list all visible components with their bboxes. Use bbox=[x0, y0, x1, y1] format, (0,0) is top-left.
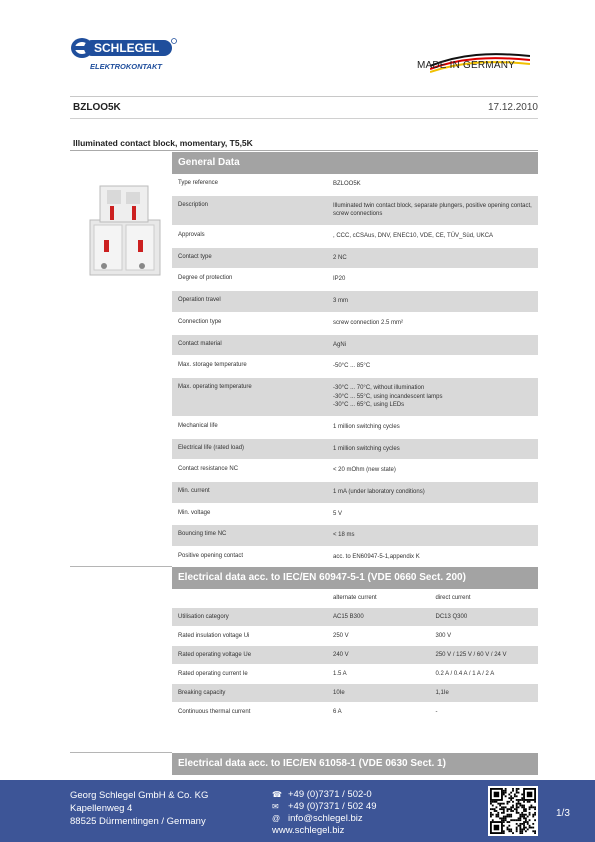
ac-value: 1.5 A bbox=[333, 671, 347, 677]
website-link[interactable]: www.schlegel.biz bbox=[272, 825, 345, 836]
row-value: 1 million switching cycles bbox=[333, 423, 400, 430]
row-label: Connection type bbox=[178, 318, 222, 325]
row-value: BZLOO5K bbox=[333, 181, 361, 187]
ac-value: 6 A bbox=[333, 709, 342, 715]
row-label: Approvals bbox=[178, 232, 205, 239]
table-row bbox=[172, 313, 538, 335]
table-row bbox=[172, 378, 538, 417]
table-row bbox=[172, 608, 538, 627]
table-row bbox=[172, 525, 538, 547]
row-label: Degree of protection bbox=[178, 275, 233, 282]
row-value: 1 mA (under laboratory conditions) bbox=[333, 489, 425, 495]
table-row bbox=[172, 665, 538, 684]
qr-code[interactable] bbox=[488, 786, 538, 836]
general-data-table bbox=[172, 152, 538, 569]
electrical-data-2-header: Electrical data acc. to IEC/EN 61058-1 (VDE 0630 Sect. 1) bbox=[172, 753, 538, 775]
row-value: screw connection 2.5 mm² bbox=[333, 319, 404, 326]
row-label: Utilisation category bbox=[178, 614, 229, 620]
row-label: Rated insulation voltage Ui bbox=[178, 633, 250, 639]
table-row bbox=[172, 291, 538, 313]
schlegel-logo bbox=[70, 36, 180, 72]
svg-text:ELEKTROKONTAKT: ELEKTROKONTAKT bbox=[90, 62, 162, 71]
row-label: Continuous thermal current bbox=[178, 709, 251, 715]
fax: +49 (0)7371 / 502 49 bbox=[288, 801, 377, 812]
ac-value: AC15 B300 bbox=[333, 614, 364, 620]
row-label: Operation travel bbox=[178, 297, 221, 304]
table-row bbox=[172, 504, 538, 526]
row-label: Contact type bbox=[178, 253, 212, 260]
row-value: 5 V bbox=[333, 510, 343, 517]
row-value-line: -30°C ... 65°C, using LEDs bbox=[333, 402, 405, 409]
table-row bbox=[172, 439, 538, 461]
ac-value: 10Ie bbox=[333, 690, 345, 696]
electrical-data-table bbox=[172, 567, 538, 722]
made-in-germany: MADE IN GERMANY bbox=[416, 60, 515, 71]
row-label: Min. current bbox=[178, 488, 210, 494]
dc-value: 300 V bbox=[435, 633, 452, 639]
section-divider bbox=[70, 752, 172, 753]
email-link[interactable]: info@schlegel.biz bbox=[288, 813, 363, 824]
city: 88525 Dürmentingen / Germany bbox=[70, 816, 206, 827]
col-direct-current: direct current bbox=[435, 595, 471, 601]
row-label: Description bbox=[178, 201, 209, 208]
docid-divider bbox=[70, 118, 538, 119]
product-image bbox=[80, 180, 165, 280]
row-label: Mechanical life bbox=[178, 422, 218, 429]
row-label: Min. voltage bbox=[178, 509, 211, 516]
row-label: Max. operating temperature bbox=[178, 383, 252, 390]
dc-value: - bbox=[435, 709, 438, 715]
table-row bbox=[172, 417, 538, 439]
table-row bbox=[172, 335, 538, 357]
dc-value: 1,1Ie bbox=[435, 690, 449, 696]
row-value: < 18 ms bbox=[333, 532, 355, 539]
phone[interactable]: +49 (0)7371 / 502-0 bbox=[288, 789, 372, 800]
electrical-data-header: Electrical data acc. to IEC/EN 60947-5-1 (VDE 0660 Sect. 200) bbox=[172, 567, 538, 589]
table-row bbox=[172, 627, 538, 646]
table-row bbox=[172, 226, 538, 248]
row-label: Max. storage temperature bbox=[178, 362, 247, 369]
table-row bbox=[172, 684, 538, 703]
row-label: Type reference bbox=[178, 180, 219, 186]
doc-id: BZLOO5K bbox=[73, 102, 121, 113]
dc-value: 0.2 A / 0.4 A / 1 A / 2 A bbox=[435, 671, 495, 677]
table-row bbox=[172, 174, 538, 196]
row-value: AgNi bbox=[333, 341, 347, 348]
row-value: 2 NC bbox=[333, 254, 347, 261]
electrical-data-2-table bbox=[172, 753, 538, 775]
electrical-column-headers bbox=[172, 589, 538, 608]
phone-icon: ☎ bbox=[272, 790, 282, 799]
row-value: < 20 mOhm (new state) bbox=[333, 467, 396, 474]
row-value bbox=[333, 378, 538, 416]
fax-icon: ✉ bbox=[272, 802, 279, 811]
row-label: Positive opening contact bbox=[178, 553, 244, 560]
product-subtitle: Illuminated contact block, momentary, T5,5K bbox=[73, 138, 253, 148]
section-divider bbox=[70, 566, 172, 567]
row-value: 1 million switching cycles bbox=[333, 445, 400, 452]
table-row bbox=[172, 460, 538, 482]
row-value: , CCC, cCSAus, DNV, ENEC10, VDE, CE, TÜV_Süd, UKCA bbox=[333, 233, 494, 240]
general-data-header: General Data bbox=[172, 152, 538, 174]
row-value-line: -30°C ... 70°C, without illumination bbox=[333, 384, 425, 391]
row-value: Illuminated twin contact block, separate plungers, positive opening contact, screw connections bbox=[333, 202, 532, 218]
row-value: acc. to EN60947-5-1,appendix K bbox=[333, 554, 420, 561]
row-value: -50°C ... 85°C bbox=[333, 363, 371, 370]
table-row bbox=[172, 547, 538, 569]
footer bbox=[0, 780, 595, 842]
row-label: Electrical life (rated load) bbox=[178, 444, 245, 451]
col-alternate-current: alternate current bbox=[333, 595, 377, 601]
row-label: Rated operating current Ie bbox=[178, 671, 248, 677]
footer-contact bbox=[272, 789, 376, 837]
dc-value: 250 V / 125 V / 60 V / 24 V bbox=[435, 652, 507, 658]
street: Kapellenweg 4 bbox=[70, 803, 133, 814]
table-row bbox=[172, 356, 538, 378]
row-value-line: -30°C ... 55°C, using incandescent lamps bbox=[333, 393, 443, 400]
table-row bbox=[172, 482, 538, 504]
page-number: 1/3 bbox=[556, 808, 570, 819]
table-row bbox=[172, 646, 538, 665]
dc-value: DC13 Q300 bbox=[435, 614, 468, 620]
table-row bbox=[172, 703, 538, 722]
ac-value: 240 V bbox=[333, 652, 349, 658]
table-row bbox=[172, 269, 538, 291]
subtitle-divider bbox=[70, 150, 538, 151]
row-label: Contact resistance NC bbox=[178, 466, 239, 473]
row-label: Bouncing time NC bbox=[178, 531, 227, 538]
company-name: Georg Schlegel GmbH & Co. KG bbox=[70, 790, 209, 801]
row-label: Rated operating voltage Ue bbox=[178, 652, 252, 658]
ac-value: 250 V bbox=[333, 633, 349, 639]
row-value: 3 mm bbox=[333, 298, 348, 305]
row-label: Breaking capacity bbox=[178, 690, 226, 696]
svg-text:SCHLEGEL: SCHLEGEL bbox=[94, 41, 160, 55]
header-divider bbox=[70, 96, 538, 97]
table-row bbox=[172, 248, 538, 270]
doc-date: 17.12.2010 bbox=[487, 102, 538, 113]
at-icon: @ bbox=[272, 814, 281, 823]
table-row bbox=[172, 196, 538, 226]
row-value: IP20 bbox=[333, 276, 346, 283]
footer-address bbox=[70, 789, 208, 828]
row-label: Contact material bbox=[178, 340, 222, 347]
